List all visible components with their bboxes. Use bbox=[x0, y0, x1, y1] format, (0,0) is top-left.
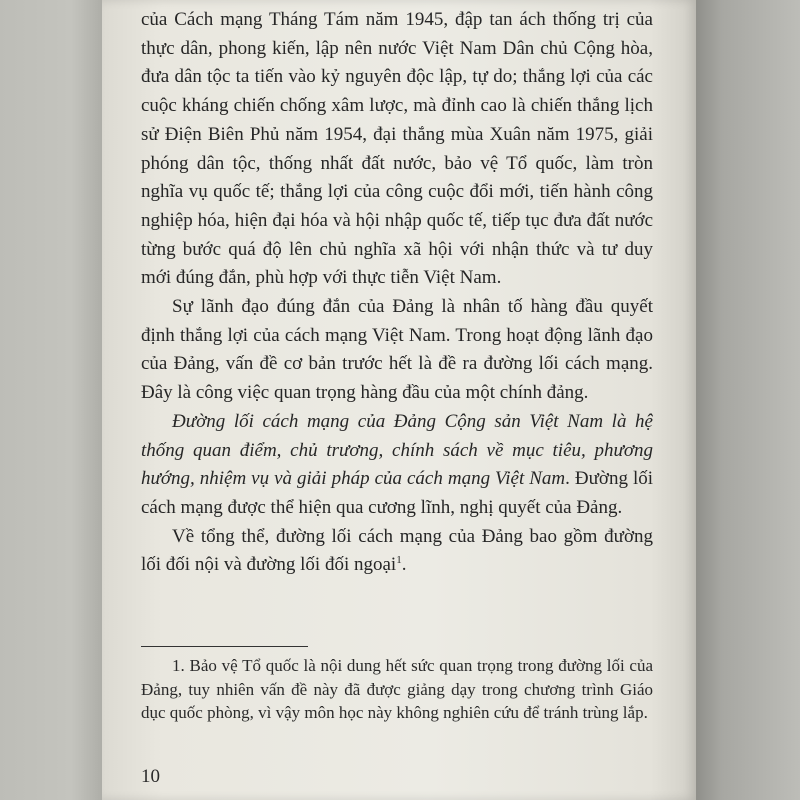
book-page bbox=[102, 0, 698, 800]
paragraph bbox=[141, 523, 653, 580]
footnote-marker[interactable]: 1 bbox=[396, 554, 402, 567]
text-run: Về tổng thể, đường lối cách mạng của Đảng bao gồm đường lối đối nội và đường lối đối ngoại bbox=[141, 525, 653, 576]
body-text bbox=[141, 6, 653, 580]
page-number: 10 bbox=[141, 766, 160, 787]
footnote-separator bbox=[141, 646, 308, 647]
background-surface-right bbox=[696, 0, 800, 800]
text-run: . bbox=[401, 554, 407, 576]
text-run: của Cách mạng Tháng Tám năm 1945, đập tan ách thống trị của thực dân, phong kiến, lập nên nước Việt Nam Dân chủ Cộng hòa, đưa dân tộc ta tiến vào kỷ nguyên độc lập, tự do; thắng lợi của các cuộc kháng chiến chống xâm lược, mà đỉnh cao là chiến thắng lịch sử Điện Biên Phủ năm 1954, đại thắng mùa Xuân năm 1975, giải phóng dân tộc, thống nhất đất nước, bảo vệ Tổ quốc, làm tròn nghĩa vụ quốc tế; thắng lợi của công cuộc đổi mới, tiến hành công nghiệp hóa, hiện đại hóa và hội nhập quốc tế, tiếp tục đưa đất nước từng bước quá độ lên chủ nghĩa xã hội với nhận thức và tư duy mới đúng đắn, phù hợp với thực tiễn Việt Nam. bbox=[141, 9, 653, 289]
italic-text-run: Đường lối cách mạng của Đảng Cộng sản Việt Nam là hệ thống quan điểm, chủ trương, chính sách về mục tiêu, phương hướng, nhiệm vụ và giải pháp của cách mạng Việt Nam bbox=[141, 410, 653, 490]
paragraph bbox=[141, 408, 653, 523]
text-run: . Đường lối cách mạng được thể hiện qua cương lĩnh, nghị quyết của Đảng. bbox=[141, 468, 653, 518]
text-run: Sự lãnh đạo đúng đắn của Đảng là nhân tố hàng đầu quyết định thắng lợi của cách mạng Việt Nam. Trong hoạt động lãnh đạo của Đảng, vấn đề cơ bản trước hết là đề ra đường lối cách mạng. Đây là công việc quan trọng hàng đầu của một chính đảng. bbox=[141, 296, 653, 404]
background-surface-left bbox=[0, 0, 102, 800]
paragraph bbox=[141, 6, 653, 293]
footnote: 1. Bảo vệ Tổ quốc là nội dung hết sức quan trọng trong đường lối của Đảng, tuy nhiên vấn đề này đã được giảng dạy trong chương trình Giáo dục quốc phòng, vì vậy môn học này không nghiên cứu để tránh trùng lắp. bbox=[141, 656, 653, 722]
paragraph bbox=[141, 293, 653, 408]
